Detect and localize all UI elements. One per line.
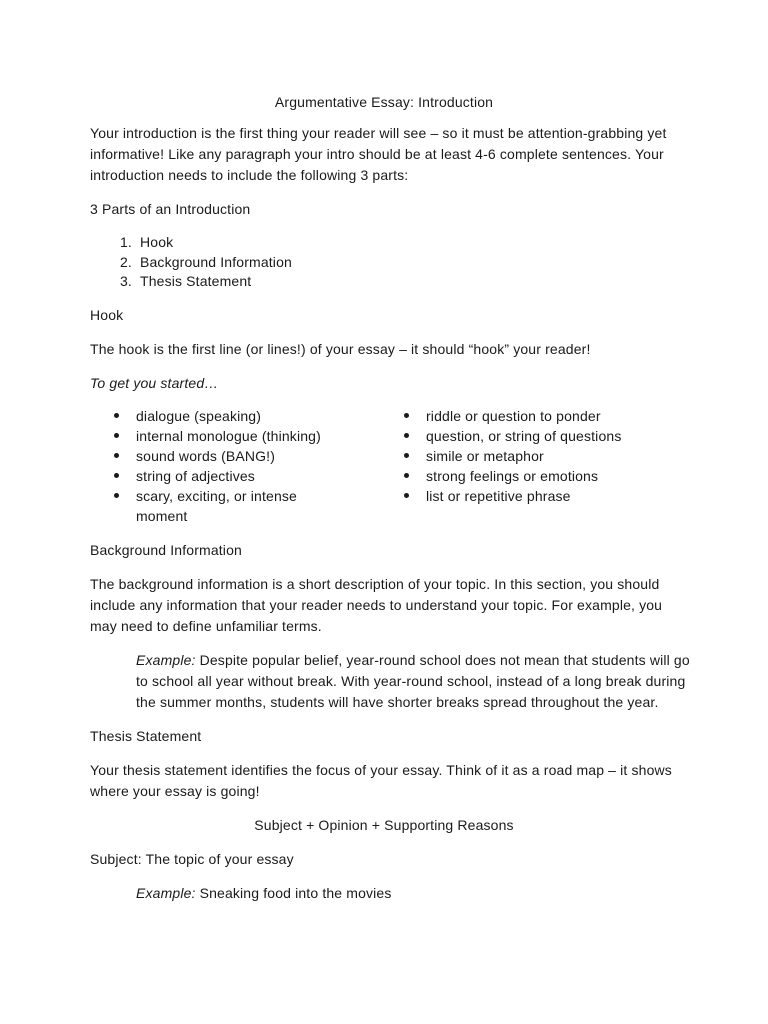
hook-idea-text: sound words (BANG!) (136, 447, 276, 464)
bullet-icon (114, 433, 119, 438)
document-title: Argumentative Essay: Introduction (274, 94, 494, 110)
hook-heading: Hook (90, 306, 124, 323)
hook-idea-item (90, 466, 380, 486)
thesis-heading: Thesis Statement (90, 727, 202, 744)
hook-idea-text: strong feelings or emotions (426, 467, 599, 484)
hook-idea-item (380, 486, 680, 506)
hook-idea-text: scary, exciting, or intense moment (136, 487, 297, 524)
bullet-icon (114, 453, 119, 458)
hook-idea-item (380, 426, 680, 446)
hook-idea-text: internal monologue (thinking) (136, 427, 321, 444)
hook-idea-item (380, 446, 680, 466)
thesis-description: Your thesis statement identifies the focus of your essay. Think of it as a road map – it shows where your essay is going! (90, 761, 672, 799)
intro-paragraph: Your introduction is the first thing your reader will see – so it must be attention-grabbing yet informative! Like any paragraph your intro should be at least 4-6 complete sentences. Your introduction needs to include the following 3 parts: (90, 125, 667, 183)
hook-lead: To get you started… (90, 374, 219, 391)
thesis-example (90, 883, 690, 904)
bullet-icon (114, 473, 119, 478)
bullet-icon (404, 493, 409, 498)
hook-idea-item (90, 426, 380, 446)
example-label: Example: (136, 651, 196, 668)
hook-idea-text: riddle or question to ponder (426, 407, 601, 424)
hook-idea-item (380, 466, 680, 486)
hook-idea-text: simile or metaphor (426, 447, 544, 464)
hook-idea-text: list or repetitive phrase (426, 487, 571, 504)
bullet-icon (404, 473, 409, 478)
hook-idea-item (380, 406, 680, 426)
parts-list-item: 3. Thesis Statement (136, 272, 690, 292)
parts-list (90, 233, 690, 292)
bullet-icon (404, 433, 409, 438)
thesis-subject-line: Subject: The topic of your essay (90, 850, 294, 867)
bullet-icon (114, 413, 119, 418)
background-description: The background information is a short description of your topic. In this section, you should include any information that your reader needs to understand your topic. For example, you may need to define unfamiliar terms. (90, 575, 663, 634)
thesis-formula: Subject + Opinion + Supporting Reasons (254, 816, 514, 833)
hook-idea-text: question, or string of questions (426, 427, 622, 444)
background-heading: Background Information (90, 541, 242, 558)
hook-ideas-lists (90, 406, 690, 526)
hook-idea-item (90, 406, 380, 426)
example-label: Example: (136, 884, 196, 901)
example-text: Despite popular belief, year-round school does not mean that students will go to school all year without break. With year-round school, instead of a long break during the summer months, students will have shorter breaks spread throughout the year. (136, 651, 690, 710)
parts-heading: 3 Parts of an Introduction (90, 201, 251, 217)
bullet-icon (404, 413, 409, 418)
hook-idea-item (90, 446, 380, 466)
document-body (90, 92, 690, 917)
bullet-icon (404, 453, 409, 458)
hook-idea-text: string of adjectives (136, 467, 255, 484)
hook-idea-item (90, 486, 306, 526)
bullet-icon (114, 493, 119, 498)
hook-ideas-right (380, 406, 680, 526)
hook-idea-text: dialogue (speaking) (136, 407, 262, 424)
hook-description: The hook is the first line (or lines!) of your essay – it should “hook” your reader! (90, 340, 591, 357)
parts-list-item: 2. Background Information (136, 253, 690, 273)
example-text: Sneaking food into the movies (195, 884, 392, 901)
hook-ideas-left (90, 406, 380, 526)
parts-list-item: 1. Hook (136, 233, 690, 253)
background-example (90, 650, 690, 713)
